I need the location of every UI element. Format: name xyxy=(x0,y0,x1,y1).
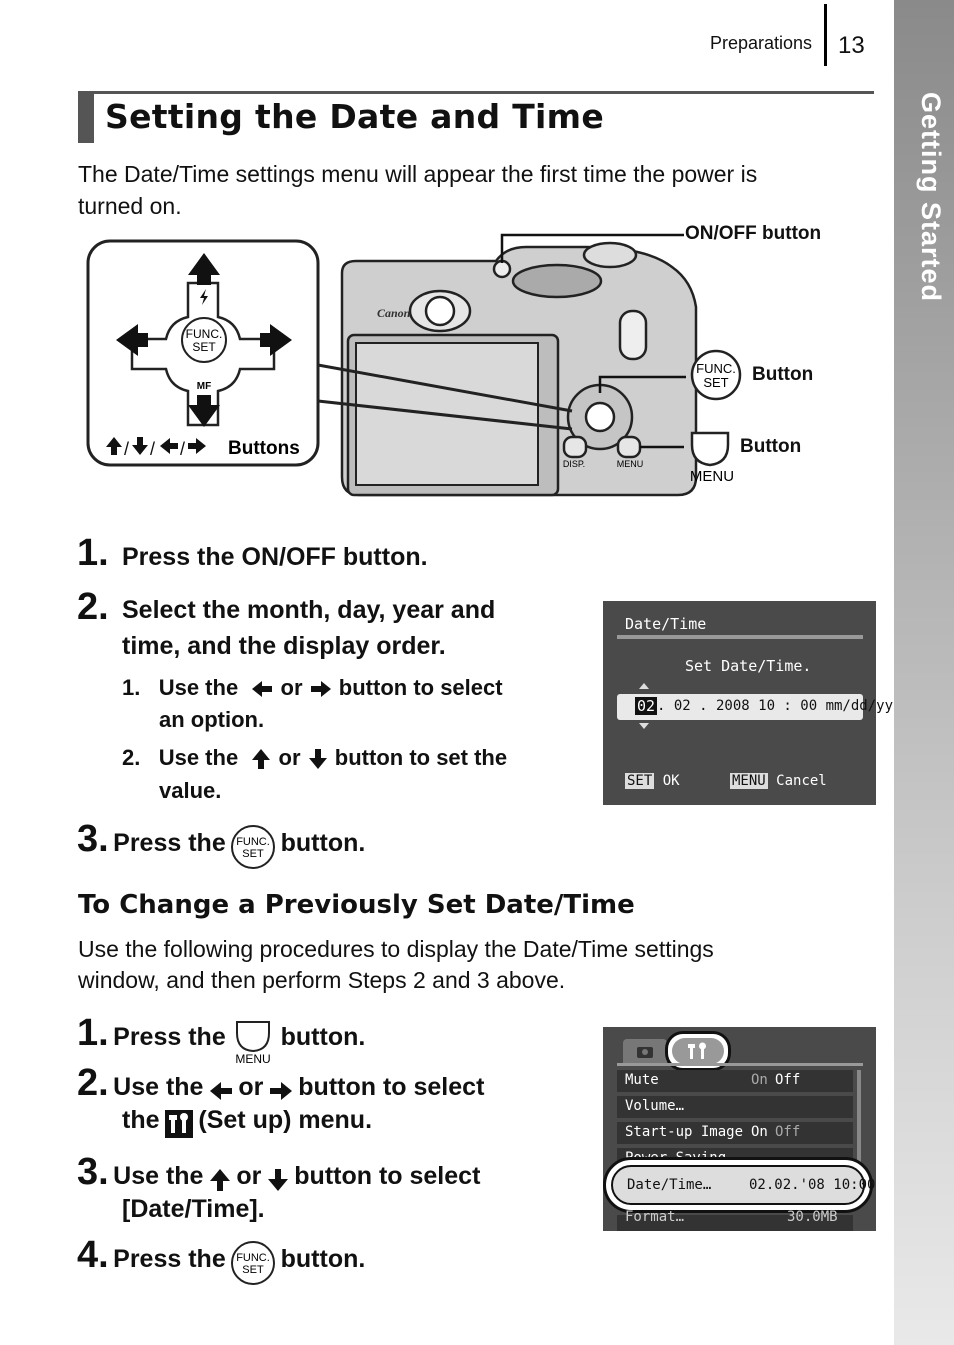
on-off-label: ON/OFF button xyxy=(685,223,822,244)
step2-2-line-2: the (Set up) menu. xyxy=(122,1102,372,1139)
func-set-icon xyxy=(230,1240,276,1286)
step2-4: 4. Press the FUNC. SET button. xyxy=(77,1236,365,1286)
step-2-line-2: time, and the display order. xyxy=(122,632,446,660)
svg-text:FUNC.: FUNC. xyxy=(185,327,223,341)
section-2-line-2: window, and then perform Steps 2 and 3 above. xyxy=(78,967,566,993)
step2-1: 1. Press the MENU button. xyxy=(77,1012,366,1064)
header-divider xyxy=(824,4,827,66)
menu-row-date-time[interactable] xyxy=(611,1165,876,1205)
set-ok-hint: SET OK xyxy=(627,773,680,789)
scroll-up-icon xyxy=(639,683,649,689)
right-arrow-icon xyxy=(309,679,333,699)
setup-tools-icon xyxy=(672,1038,724,1064)
step2-3: 3. Use the or button to select xyxy=(77,1151,481,1193)
menu-button-icon xyxy=(692,433,728,465)
svg-text:SET: SET xyxy=(242,1263,264,1276)
menu-scrollbar[interactable] xyxy=(857,1070,861,1170)
up-arrow-icon xyxy=(208,1167,232,1193)
step-2-line-1: Select the month, day, year and xyxy=(122,596,496,624)
date-values: . 02 . 2008 10 : 00 mm/dd/yy xyxy=(657,698,894,714)
menu-caption: MENU xyxy=(689,468,735,485)
left-arrow-icon xyxy=(250,679,274,699)
date-time-label: Date/Time… xyxy=(627,1177,712,1193)
svg-text:MENU: MENU xyxy=(616,459,644,469)
camera-body xyxy=(342,243,696,495)
date-field[interactable] xyxy=(617,694,894,720)
menu-row-mute[interactable]: Mute On Off xyxy=(617,1070,853,1092)
setup-tab[interactable] xyxy=(672,1038,724,1064)
intro-line-2: turned on. xyxy=(78,193,182,219)
menu-row-format[interactable]: Format… 30.0MB xyxy=(617,1215,853,1231)
down-arrow-icon xyxy=(307,747,329,771)
side-tab xyxy=(894,0,954,1345)
section-name: Preparations xyxy=(709,33,812,53)
step-2-number: 2. xyxy=(77,586,109,628)
menu-key: MENU xyxy=(732,773,766,789)
intro-line-1: The Date/Time settings menu will appear the first time the power is xyxy=(78,161,758,187)
title-bar xyxy=(78,91,874,143)
svg-text:SET: SET xyxy=(242,847,264,860)
substep-1-line-2: an option. xyxy=(159,707,265,732)
svg-text:FUNC.: FUNC. xyxy=(236,835,270,848)
step-1-number: 1. xyxy=(77,532,109,574)
menu-row-volume[interactable]: Volume… xyxy=(617,1096,853,1118)
svg-text:FUNC.: FUNC. xyxy=(696,361,736,376)
step-3: 3. Press the FUNC. SET button. xyxy=(77,820,365,870)
substep-1: 1. Use the or button to select xyxy=(122,675,503,700)
svg-text:MF: MF xyxy=(196,381,212,392)
set-key: SET xyxy=(627,773,653,789)
step2-3-line-2: [Date/Time]. xyxy=(122,1195,265,1223)
camera-icon xyxy=(623,1039,667,1063)
section-2-heading: To Change a Previously Set Date/Time xyxy=(78,890,635,920)
setup-menu-screen xyxy=(603,1027,876,1231)
down-arrow-icon xyxy=(266,1167,290,1193)
step-1-text: Press the ON/OFF button. xyxy=(122,543,428,571)
scroll-down-icon xyxy=(639,723,649,729)
up-arrow-icon xyxy=(250,747,272,771)
screen-prompt: Set Date/Time. xyxy=(685,657,812,675)
page-title: Setting the Date and Time xyxy=(105,97,605,136)
menu-cancel-hint: MENU Cancel xyxy=(732,773,827,789)
section-2-line-1: Use the following procedures to display the Date/Time settings xyxy=(78,936,714,962)
menu-row-startup-image[interactable]: Start-up Image On Off xyxy=(617,1122,853,1144)
camera-diagram xyxy=(80,225,890,515)
screen-title: Date/Time xyxy=(625,615,707,633)
svg-text:FUNC.: FUNC. xyxy=(236,1251,270,1264)
screen-title-rule xyxy=(617,635,863,639)
month-field[interactable]: 02 xyxy=(637,697,656,715)
date-time-row-highlight[interactable] xyxy=(603,1157,876,1213)
right-arrow-icon xyxy=(268,1080,294,1102)
page-number: 13 xyxy=(838,32,865,59)
svg-text:SET: SET xyxy=(703,375,729,390)
date-time-value: 02.02.'08 10:00 xyxy=(749,1177,876,1193)
setup-menu-icon xyxy=(164,1109,194,1139)
substep-2: 2. Use the or button to set the xyxy=(122,745,508,770)
menu-button-icon xyxy=(230,1018,276,1064)
menu-button-label: Button xyxy=(740,436,802,457)
left-arrow-icon xyxy=(208,1080,234,1102)
func-button-label: Button xyxy=(752,364,814,385)
step2-2: 2. Use the or button to select xyxy=(77,1062,485,1104)
side-tab-label: Getting Started xyxy=(916,92,946,303)
tab-rule xyxy=(617,1063,863,1066)
arrow-buttons-label: Buttons xyxy=(228,438,300,459)
svg-text:DISP.: DISP. xyxy=(562,459,586,469)
title-marker xyxy=(78,91,94,143)
title-rule xyxy=(94,91,874,94)
func-set-icon xyxy=(230,824,276,870)
svg-text:/: / xyxy=(124,439,130,459)
svg-text:/: / xyxy=(150,439,156,459)
svg-text:SET: SET xyxy=(192,340,216,354)
camera-tab[interactable] xyxy=(623,1039,667,1063)
substep-2-line-2: value. xyxy=(159,778,222,803)
svg-text:/: / xyxy=(180,439,186,459)
date-time-screen xyxy=(603,601,894,805)
svg-text:MENU: MENU xyxy=(235,1051,271,1064)
camera-brand: Canon xyxy=(377,306,411,320)
